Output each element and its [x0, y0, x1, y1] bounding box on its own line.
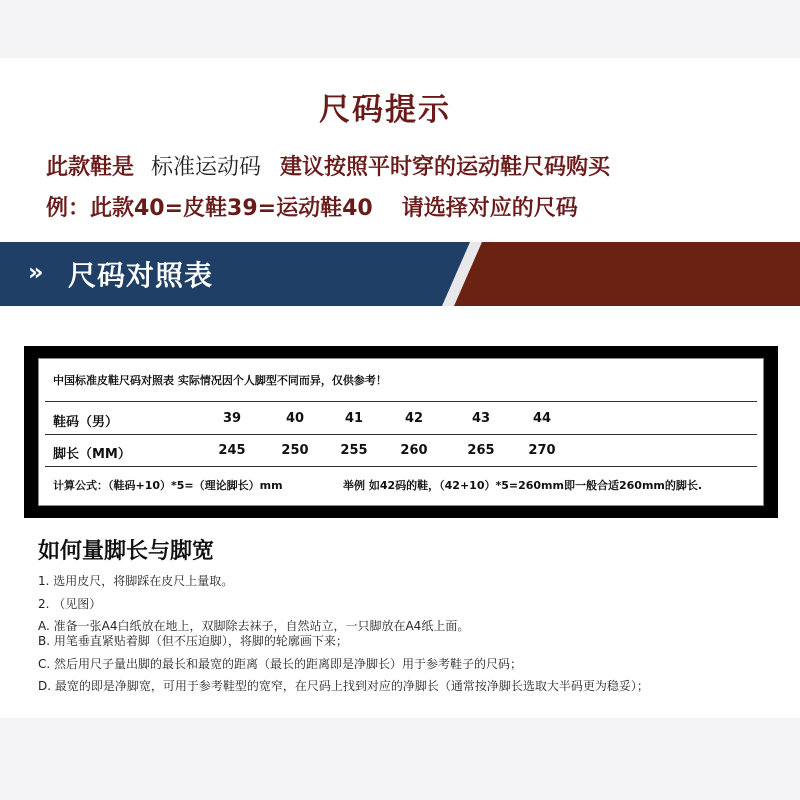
measure-step: D. 最宽的即是净脚宽，可用于参考鞋型的宽窄，在尺码上找到对应的净脚长（通常按净脚长选取大半码更为稳妥）； — [38, 679, 649, 693]
table-divider — [45, 466, 757, 467]
measure-step: B. 用笔垂直紧贴着脚（但不压迫脚），将脚的轮廓画下来； — [38, 634, 348, 648]
foot-length-label: 脚长（MM） — [53, 447, 131, 462]
page-title: 尺码提示 — [319, 92, 451, 128]
measure-step: 2. （见图） — [38, 597, 102, 611]
table-caption: 中国标准皮鞋尺码对照表 实际情况因个人脚型不同而异，仅供参考！ — [53, 374, 387, 387]
foot-length-cell: 255 — [340, 443, 368, 458]
shoe-size-cell: 39 — [222, 411, 242, 426]
measure-step: A. 准备一张A4白纸放在地上，双脚除去袜子，自然站立，一只脚放在A4纸上面。 — [38, 619, 470, 633]
intro-line-2 — [46, 191, 578, 222]
table-divider — [45, 434, 757, 435]
size-chart-inner — [38, 358, 764, 506]
measure-section-title: 如何量脚长与脚宽 — [38, 539, 215, 564]
measure-step: 1. 选用皮尺，将脚踩在皮尺上量取。 — [38, 574, 234, 588]
banner-title: 尺码对照表 — [68, 259, 214, 292]
shoe-type: 标准运动码 — [151, 155, 262, 180]
foot-length-cell: 245 — [218, 443, 246, 458]
table-divider — [45, 401, 757, 402]
intro-suggestion: 建议按照平时穿的运动鞋尺码购买 — [280, 155, 611, 180]
shoe-size-cell: 42 — [404, 411, 424, 426]
shoe-size-cell: 43 — [471, 411, 491, 426]
top-band — [0, 0, 800, 58]
shoe-size-cell: 41 — [344, 411, 364, 426]
shoe-size-label: 鞋码（男） — [53, 415, 119, 430]
measure-step: C. 然后用尺子量出脚的最长和最宽的距离（最长的距离即是净脚长）用于参考鞋子的尺码； — [38, 657, 523, 671]
shoe-size-cell: 40 — [285, 411, 305, 426]
shoe-size-cell: 44 — [532, 411, 552, 426]
bottom-band — [0, 718, 800, 800]
foot-length-cell: 260 — [400, 443, 428, 458]
foot-length-cell: 250 — [281, 443, 309, 458]
size-formula-example: 举例 如42码的鞋，（42+10）*5=260mm即一般合适260mm的脚长. — [343, 479, 703, 492]
foot-length-cell: 265 — [467, 443, 495, 458]
foot-length-cell: 270 — [528, 443, 556, 458]
intro-line-1 — [46, 150, 610, 181]
size-formula: 计算公式：（鞋码+10）*5=（理论脚长）mm — [53, 479, 283, 492]
intro-prefix: 此款鞋是 — [46, 155, 135, 180]
size-example: 例：此款40=皮鞋39=运动鞋40 — [46, 196, 373, 221]
size-instruction: 请选择对应的尺码 — [401, 196, 578, 221]
size-chart-banner — [0, 242, 800, 306]
double-chevron-icon: » — [28, 258, 40, 286]
size-chart-table — [24, 346, 778, 518]
